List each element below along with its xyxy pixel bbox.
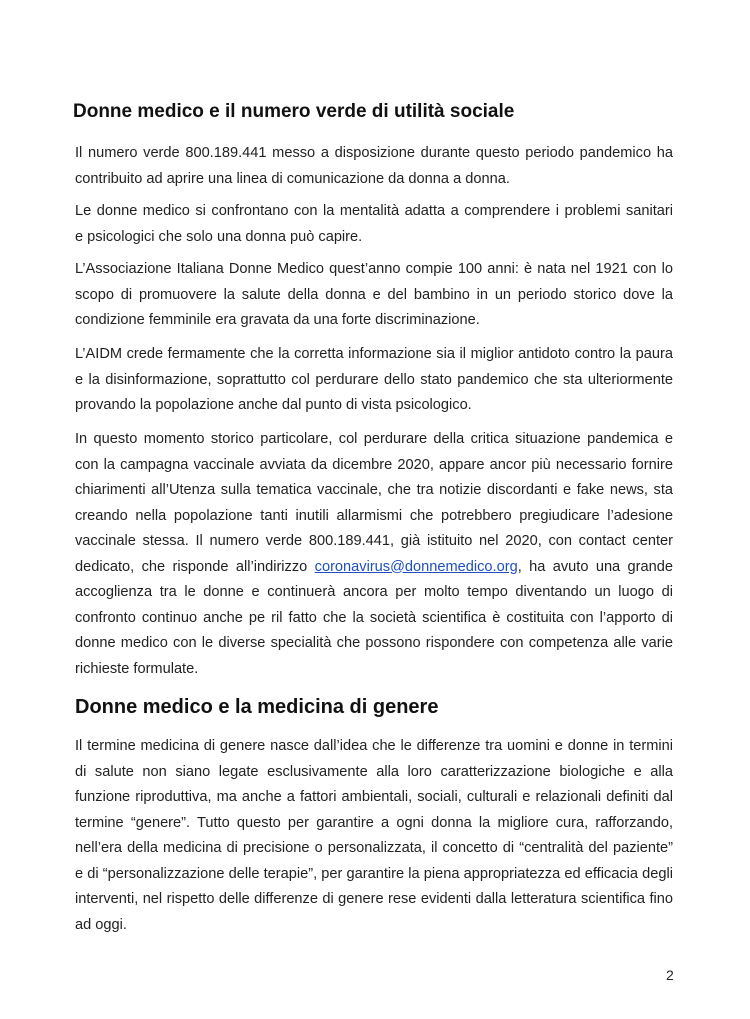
text-after-email: , ha avuto una grande xyxy=(517,558,673,575)
section-title-medicina-genere: Donne medico e la medicina di genere xyxy=(75,696,439,718)
text-line-with-email xyxy=(75,555,673,581)
text-line: ad oggi. xyxy=(75,916,127,933)
text-line: In questo momento storico particolare, col perdurare della critica situazione pandemica e xyxy=(75,431,673,447)
text-line: accoglienza tra le donne e continuerà ancora per molto tempo diventando un luogo di xyxy=(75,584,673,600)
email-link[interactable]: coronavirus@donnemedico.org xyxy=(314,558,518,575)
text-line: provando la popolazione anche dal punto di vista psicologico. xyxy=(75,397,472,413)
text-line: chiarimenti all’Utenza sulla tematica vaccinale, che tra notizie discordanti e fake news, sta xyxy=(75,482,673,498)
text-line: L’AIDM crede fermamente che la corretta informazione sia il miglior antidoto contro la paura xyxy=(75,346,673,362)
text-line: vaccinale stessa. Il numero verde 800.189.441, già istituito nel 2020, con contact center xyxy=(75,533,673,549)
paragraph-aidm xyxy=(75,342,673,419)
text-line: richieste formulate. xyxy=(75,660,199,677)
text-line: e la disinformazione, soprattutto col perdurare dello stato pandemico che sta ulteriormente xyxy=(75,371,673,388)
paragraph-momento-storico xyxy=(75,427,673,682)
text-line: Le donne medico si confrontano con la mentalità adatta a comprendere i problemi sanitari xyxy=(75,203,673,219)
text-line: Il numero verde 800.189.441 messo a disposizione durante questo periodo pandemico ha xyxy=(75,145,673,161)
text-line: di salute non siano legate esclusivamente alla loro caratterizzazione biologiche e alla xyxy=(75,763,673,780)
text-line: con la campagna vaccinale avviata da dicembre 2020, appare ancor più necessario fornire xyxy=(75,456,673,473)
text-line: interventi, nel rispetto delle differenze di genere rese evidenti dalla letteratura scientifica fino xyxy=(75,891,673,907)
text-line: contribuito ad aprire una linea di comunicazione da donna a donna. xyxy=(75,170,510,187)
text-line: donne medico con le diverse specialità che possono rispondere con competenza alle varie xyxy=(75,635,673,651)
text-before-email: dedicato, che risponde all’indirizzo xyxy=(75,558,315,575)
section-title-numero-verde: Donne medico e il numero verde di utilità sociale xyxy=(73,101,515,122)
paragraph-numero-verde xyxy=(75,141,673,192)
text-line: L’Associazione Italiana Donne Medico quest’anno compie 100 anni: è nata nel 1921 con lo xyxy=(75,261,673,277)
text-line: confronto continuo anche pe ril fatto che la società scientifica è costituita con l’apporto di xyxy=(75,609,673,626)
text-line: funzione riproduttiva, ma anche a fattori ambientali, sociali, culturali e relazionali definiti dal xyxy=(75,789,673,805)
text-line: nell’era della medicina di precisione o personalizzata, il concetto di “centralità del paziente” xyxy=(75,840,673,856)
text-line: condizione femminile era gravata da una forte discriminazione. xyxy=(75,312,480,328)
text-line: e psicologici che solo una donna può capire. xyxy=(75,228,363,245)
text-line: Il termine medicina di genere nasce dall’idea che le differenze tra uomini e donne in termini xyxy=(75,738,673,754)
paragraph-medicina-genere xyxy=(75,734,673,938)
paragraph-mentalita xyxy=(75,199,673,250)
page-number: 2 xyxy=(666,967,674,983)
text-line: scopo di promuovere la salute della donna e del bambino in un periodo storico dove la xyxy=(75,286,673,303)
text-line: termine “genere”. Tutto questo per garantire a ogni donna la migliore cura, rafforzando, xyxy=(75,814,673,831)
text-line: creando nella popolazione tanti inutili allarmismi che potrebbero pregiudicare l’adesione xyxy=(75,507,673,524)
text-line: e di “personalizzazione delle terapie”, per garantire la piena appropriatezza ed efficacia degli xyxy=(75,865,673,882)
paragraph-associazione xyxy=(75,257,673,334)
